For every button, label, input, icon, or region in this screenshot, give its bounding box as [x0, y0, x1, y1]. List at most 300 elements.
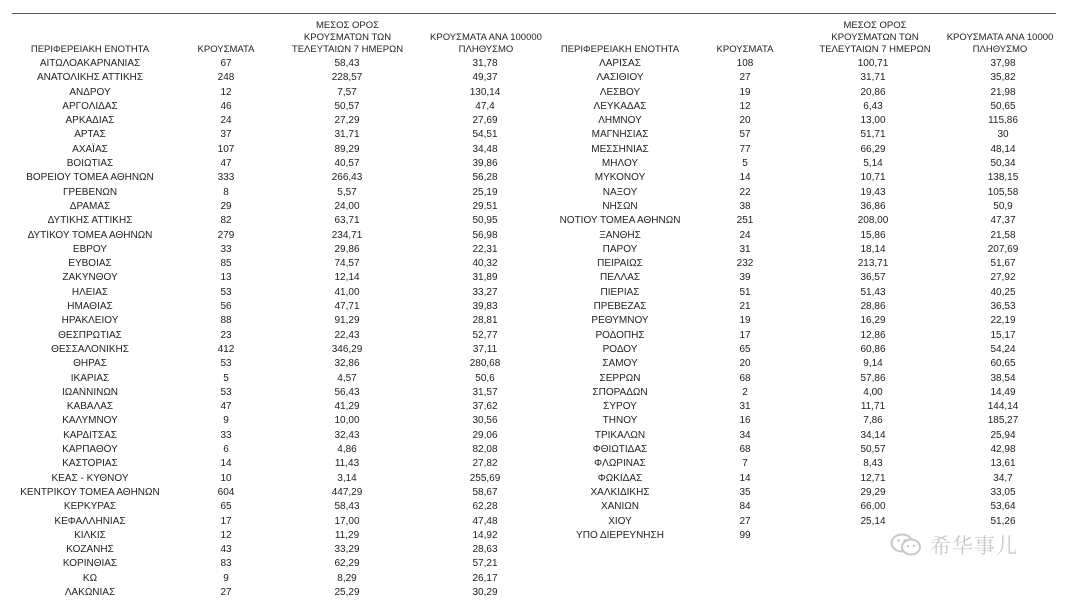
- right-avg7-cell: 28,86: [860, 301, 886, 313]
- left-per100k-cell: 50,95: [472, 215, 498, 227]
- right-per100k-cell: 22,19: [990, 315, 1016, 327]
- left-per100k-cell: 31,57: [472, 386, 498, 398]
- right-avg7-cell: 51,71: [860, 129, 886, 141]
- right-per100k-cell: 47,37: [990, 215, 1016, 227]
- right-per100k-cell: 38,54: [990, 372, 1016, 384]
- left-region-cell: ΚΩ: [82, 572, 98, 584]
- left-cases-cell: 5: [223, 372, 229, 384]
- left-avg7-cell: 91,29: [334, 315, 360, 327]
- left-per100k-cell: 47,48: [472, 515, 498, 527]
- right-region-cell: ΛΑΣΙΘΙΟΥ: [596, 72, 644, 84]
- left-avg7-cell: 11,29: [334, 529, 360, 541]
- left-cases-cell: 53: [220, 286, 232, 298]
- left-region-cell: ΒΟΡΕΙΟΥ ΤΟΜΕΑ ΑΘΗΝΩΝ: [26, 172, 154, 184]
- right-region-cell: ΠΕΙΡΑΙΩΣ: [597, 258, 643, 270]
- right-cases-cell: 57: [739, 129, 751, 141]
- left-per100k-cell: 25,19: [472, 186, 498, 198]
- right-cases-column: [715, 57, 775, 543]
- right-avg7-cell: 9,14: [863, 358, 883, 370]
- right-per100k-cell: 144,14: [987, 401, 1019, 413]
- right-per100k-cell: 48,14: [990, 143, 1016, 155]
- left-region-cell: ΑΝΑΤΟΛΙΚΗΣ ΑΤΤΙΚΗΣ: [36, 72, 144, 84]
- left-cases-cell: 47: [220, 158, 232, 170]
- left-region-cell: ΚΕΦΑΛΛΗΝΙΑΣ: [54, 515, 126, 527]
- right-header-cases: ΚΡΟΥΣΜΑΤΑ: [716, 44, 774, 55]
- left-cases-cell: 14: [220, 458, 232, 470]
- left-avg7-cell: 47,71: [334, 301, 360, 313]
- left-per100k-cell: 33,27: [472, 286, 498, 298]
- right-avg7-cell: 12,86: [860, 329, 886, 341]
- watermark: [890, 530, 1018, 560]
- left-per100k-cell: 27,69: [472, 115, 498, 127]
- right-region-cell: ΛΕΣΒΟΥ: [599, 86, 641, 98]
- left-cases-cell: 46: [220, 100, 232, 112]
- left-region-cell: ΓΡΕΒΕΝΩΝ: [62, 186, 118, 198]
- right-per100k-cell: 185,27: [987, 415, 1019, 427]
- left-region-cell: ΚΟΡΙΝΘΙΑΣ: [62, 558, 118, 570]
- right-per100k-cell: 50,34: [990, 158, 1016, 170]
- left-cases-cell: 333: [217, 172, 235, 184]
- left-cases-cell: 47: [220, 401, 232, 413]
- right-avg7-cell: 16,29: [860, 315, 886, 327]
- left-cases-cell: 248: [217, 72, 235, 84]
- right-region-cell: ΝΟΤΙΟΥ ΤΟΜΕΑ ΑΘΗΝΩΝ: [559, 215, 681, 227]
- left-header-cases: ΚΡΟΥΣΜΑΤΑ: [197, 44, 255, 55]
- left-per100k-cell: 39,86: [472, 158, 498, 170]
- right-region-cell: ΛΗΜΝΟΥ: [598, 115, 642, 127]
- right-region-cell: ΠΡΕΒΕΖΑΣ: [593, 301, 647, 313]
- left-cases-cell: 27: [220, 586, 232, 598]
- right-region-cell: ΛΑΡΙΣΑΣ: [599, 58, 641, 69]
- left-header-region: ΠΕΡΙΦΕΡΕΙΑΚΗ ΕΝΟΤΗΤΑ: [30, 44, 150, 55]
- right-header-avg7: ΜΕΣΟΣ ΟΡΟΣ ΚΡΟΥΣΜΑΤΩΝ ΤΩΝ ΤΕΛΕΥΤΑΙΩΝ 7 ΗΜΕΡΩΝ: [819, 20, 931, 55]
- left-avg7-cell: 234,71: [331, 229, 363, 241]
- left-per100k-cell: 130,14: [469, 86, 501, 98]
- right-per100k-cell: 27,92: [990, 272, 1016, 284]
- left-per100k-cell: 29,51: [472, 200, 498, 212]
- right-avg7-cell: 66,00: [860, 501, 886, 513]
- left-per100k-cell: 30,56: [472, 415, 498, 427]
- left-avg7-cell: 447,29: [331, 486, 363, 498]
- left-avg7-cell: 11,43: [334, 458, 360, 470]
- left-per100k-cell: 40,32: [472, 258, 498, 270]
- left-per100k-cell: 56,28: [472, 172, 498, 184]
- left-avg7-cell: 4,57: [337, 372, 357, 384]
- left-per100k-cell: 58,67: [472, 486, 498, 498]
- right-cases-cell: 99: [739, 529, 751, 541]
- right-avg7-cell: 51,43: [860, 286, 886, 298]
- left-cases-column: [196, 57, 256, 600]
- left-per100k-cell: 14,92: [472, 529, 498, 541]
- left-region-cell: ΑΙΤΩΛΟΑΚΑΡΝΑΝΙΑΣ: [39, 58, 141, 69]
- left-avg7-cell: 62,29: [334, 558, 360, 570]
- right-per100k-cell: 50,65: [990, 100, 1016, 112]
- right-region-cell: ΡΟΔΟΥ: [602, 343, 638, 355]
- left-cases-cell: 33: [220, 243, 232, 255]
- right-region-column: [545, 57, 695, 543]
- right-per100k-cell: 35,82: [990, 72, 1016, 84]
- left-per100k-cell: 29,06: [472, 429, 498, 441]
- left-avg7-cell: 17,00: [334, 515, 360, 527]
- right-per100k-column: [963, 57, 1043, 543]
- right-per100k-cell: 207,69: [987, 243, 1019, 255]
- left-avg7-cell: 33,29: [334, 544, 360, 556]
- right-cases-cell: 38: [739, 200, 751, 212]
- right-cases-cell: 20: [739, 358, 751, 370]
- right-avg7-cell: 50,57: [860, 444, 886, 456]
- left-avg7-cell: 40,57: [334, 158, 360, 170]
- right-region-cell: ΥΠΟ ΔΙΕΡΕΥΝΗΣΗ: [576, 529, 664, 541]
- right-cases-cell: 16: [739, 415, 751, 427]
- right-per100k-cell: 37,98: [990, 58, 1016, 69]
- right-avg7-cell: 6,43: [863, 100, 883, 112]
- right-cases-cell: 27: [739, 72, 751, 84]
- right-region-cell: ΝΑΞΟΥ: [602, 186, 638, 198]
- left-header-avg7: ΜΕΣΟΣ ΟΡΟΣ ΚΡΟΥΣΜΑΤΩΝ ΤΩΝ ΤΕΛΕΥΤΑΙΩΝ 7 ΗΜΕΡΩΝ: [291, 20, 404, 55]
- left-avg7-cell: 4,86: [337, 444, 357, 456]
- right-header-per100k: ΚΡΟΥΣΜΑΤΑ ΑΝΑ 10000 ΠΛΗΘΥΣΜΟ: [946, 32, 1054, 55]
- right-cases-cell: 19: [739, 315, 751, 327]
- left-per100k-cell: 62,28: [472, 501, 498, 513]
- left-avg7-cell: 41,00: [334, 286, 360, 298]
- left-avg7-cell: 10,00: [334, 415, 360, 427]
- left-region-cell: ΗΡΑΚΛΕΙΟΥ: [61, 315, 119, 327]
- left-region-cell: ΘΕΣΣΑΛΟΝΙΚΗΣ: [51, 343, 129, 355]
- right-per100k-cell: 40,25: [990, 286, 1016, 298]
- left-region-cell: ΔΥΤΙΚΟΥ ΤΟΜΕΑ ΑΘΗΝΩΝ: [27, 229, 153, 241]
- right-per100k-cell: 34,7: [993, 472, 1013, 484]
- right-cases-cell: 68: [739, 372, 751, 384]
- right-region-cell: ΤΗΝΟΥ: [602, 415, 638, 427]
- left-region-cell: ΚΑΛΥΜΝΟΥ: [62, 415, 118, 427]
- right-avg7-cell: 18,14: [860, 243, 886, 255]
- left-region-cell: ΚΟΖΑΝΗΣ: [66, 544, 114, 556]
- right-region-cell: ΡΕΘΥΜΝΟΥ: [591, 315, 649, 327]
- left-per100k-cell: 47,4: [475, 100, 495, 112]
- left-per100k-cell: 56,98: [472, 229, 498, 241]
- right-per100k-cell: 42,98: [990, 444, 1016, 456]
- left-avg7-cell: 5,57: [337, 186, 357, 198]
- right-per100k-cell: 51,26: [990, 515, 1016, 527]
- left-avg7-cell: 41,29: [334, 401, 360, 413]
- left-per100k-cell: 26,17: [472, 572, 498, 584]
- left-avg7-cell: 32,86: [334, 358, 360, 370]
- right-cases-cell: 251: [736, 215, 754, 227]
- left-avg7-cell: 89,29: [334, 143, 360, 155]
- right-per100k-cell: 105,58: [987, 186, 1019, 198]
- left-region-column: [15, 57, 165, 600]
- left-per100k-cell: 82,08: [472, 444, 498, 456]
- left-avg7-cell: 3,14: [337, 472, 357, 484]
- left-cases-cell: 85: [220, 258, 232, 270]
- left-per100k-cell: 22,31: [472, 243, 498, 255]
- right-avg7-cell: 208,00: [857, 215, 889, 227]
- right-avg7-cell: 11,71: [860, 401, 886, 413]
- right-cases-cell: 12: [739, 100, 751, 112]
- right-region-cell: ΣΥΡΟΥ: [603, 401, 637, 413]
- right-cases-cell: 17: [739, 329, 751, 341]
- left-per100k-cell: 37,11: [472, 343, 498, 355]
- left-region-cell: ΛΑΚΩΝΙΑΣ: [64, 586, 116, 598]
- right-region-cell: ΠΑΡΟΥ: [602, 243, 638, 255]
- left-cases-cell: 9: [223, 415, 229, 427]
- right-cases-cell: 19: [739, 86, 751, 98]
- left-cases-cell: 107: [217, 143, 235, 155]
- left-avg7-column: [307, 57, 387, 600]
- right-cases-cell: 84: [739, 501, 751, 513]
- left-per100k-cell: 39,83: [472, 301, 498, 313]
- right-per100k-cell: 51,67: [990, 258, 1016, 270]
- right-cases-cell: 7: [742, 458, 748, 470]
- right-region-cell: ΦΩΚΙΔΑΣ: [597, 472, 643, 484]
- left-cases-cell: 83: [220, 558, 232, 570]
- left-avg7-cell: 56,43: [334, 386, 360, 398]
- right-region-cell: ΡΟΔΟΠΗΣ: [595, 329, 645, 341]
- right-region-cell: ΠΕΛΛΑΣ: [599, 272, 641, 284]
- left-per100k-cell: 31,78: [472, 58, 498, 69]
- left-per100k-cell: 255,69: [469, 472, 501, 484]
- right-per100k-cell: 50,9: [993, 200, 1013, 212]
- left-avg7-cell: 25,29: [334, 586, 360, 598]
- right-region-cell: ΛΕΥΚΑΔΑΣ: [593, 100, 647, 112]
- right-cases-cell: 39: [739, 272, 751, 284]
- left-cases-cell: 33: [220, 429, 232, 441]
- right-cases-cell: 51: [739, 286, 751, 298]
- right-cases-cell: 232: [736, 258, 754, 270]
- right-per100k-cell: 21,58: [990, 229, 1016, 241]
- left-region-cell: ΗΛΕΙΑΣ: [71, 286, 109, 298]
- right-avg7-cell: 4,00: [863, 386, 883, 398]
- right-cases-cell: 31: [739, 401, 751, 413]
- right-cases-cell: 68: [739, 444, 751, 456]
- right-cases-cell: 14: [739, 172, 751, 184]
- left-per100k-cell: 28,81: [472, 315, 498, 327]
- left-cases-cell: 279: [217, 229, 235, 241]
- right-avg7-column: [833, 57, 913, 543]
- left-per100k-cell: 28,63: [472, 544, 498, 556]
- right-per100k-cell: 33,05: [990, 486, 1016, 498]
- right-avg7-cell: 7,86: [863, 415, 883, 427]
- right-cases-cell: 31: [739, 243, 751, 255]
- right-cases-cell: 21: [739, 301, 751, 313]
- right-avg7-cell: 31,71: [860, 72, 886, 84]
- left-per100k-cell: 37,62: [472, 401, 498, 413]
- left-avg7-cell: 7,57: [337, 86, 357, 98]
- left-avg7-cell: 8,29: [337, 572, 357, 584]
- right-region-cell: ΠΙΕΡΙΑΣ: [600, 286, 640, 298]
- left-region-cell: ΙΚΑΡΙΑΣ: [70, 372, 110, 384]
- right-cases-cell: 65: [739, 343, 751, 355]
- left-avg7-cell: 266,43: [331, 172, 363, 184]
- left-region-cell: ΑΧΑΪΑΣ: [72, 143, 108, 155]
- left-cases-cell: 53: [220, 386, 232, 398]
- left-region-cell: ΕΥΒΟΙΑΣ: [68, 258, 112, 270]
- right-avg7-cell: 66,29: [860, 143, 886, 155]
- left-cases-cell: 10: [220, 472, 232, 484]
- left-per100k-cell: 30,29: [472, 586, 498, 598]
- left-header-per100k: ΚΡΟΥΣΜΑΤΑ ΑΝΑ 100000 ΠΛΗΘΥΣΜΟ: [430, 32, 542, 55]
- right-region-cell: ΣΠΟΡΑΔΩΝ: [592, 386, 648, 398]
- right-region-cell: ΜΥΚΟΝΟΥ: [594, 172, 646, 184]
- left-cases-cell: 88: [220, 315, 232, 327]
- right-cases-cell: 20: [739, 115, 751, 127]
- left-region-cell: ΚΑΣΤΟΡΙΑΣ: [62, 458, 118, 470]
- right-avg7-cell: 8,43: [863, 458, 883, 470]
- left-cases-cell: 6: [223, 444, 229, 456]
- right-avg7-cell: 36,57: [860, 272, 886, 284]
- left-cases-cell: 65: [220, 501, 232, 513]
- left-cases-cell: 12: [220, 529, 232, 541]
- left-cases-cell: 23: [220, 329, 232, 341]
- left-region-cell: ΚΕΝΤΡΙΚΟΥ ΤΟΜΕΑ ΑΘΗΝΩΝ: [20, 486, 160, 498]
- left-avg7-cell: 228,57: [331, 72, 363, 84]
- right-region-cell: ΣΕΡΡΩΝ: [599, 372, 641, 384]
- left-region-cell: ΚΑΒΑΛΑΣ: [66, 401, 114, 413]
- left-avg7-cell: 346,29: [331, 343, 363, 355]
- left-per100k-cell: 57,21: [472, 558, 498, 570]
- left-avg7-cell: 24,00: [334, 200, 360, 212]
- left-cases-cell: 43: [220, 544, 232, 556]
- left-per100k-cell: 34,48: [472, 143, 498, 155]
- right-region-cell: ΦΛΩΡΙΝΑΣ: [594, 458, 646, 470]
- left-cases-cell: 53: [220, 358, 232, 370]
- right-cases-cell: 27: [739, 515, 751, 527]
- right-avg7-cell: 100,71: [857, 58, 889, 69]
- right-per100k-cell: 21,98: [990, 86, 1016, 98]
- right-cases-cell: 34: [739, 429, 751, 441]
- left-region-cell: ΑΡΚΑΔΙΑΣ: [65, 115, 115, 127]
- left-cases-cell: 67: [220, 58, 232, 69]
- right-region-cell: ΞΑΝΘΗΣ: [599, 229, 641, 241]
- left-cases-cell: 12: [220, 86, 232, 98]
- left-per100k-cell: 280,68: [469, 358, 501, 370]
- left-cases-cell: 56: [220, 301, 232, 313]
- left-cases-cell: 24: [220, 115, 232, 127]
- right-per100k-cell: 115,86: [988, 115, 1018, 127]
- right-avg7-cell: 34,14: [860, 429, 886, 441]
- left-region-cell: ΚΑΡΔΙΤΣΑΣ: [63, 429, 117, 441]
- right-region-cell: ΣΑΜΟΥ: [602, 358, 638, 370]
- right-region-cell: ΝΗΣΩΝ: [602, 200, 638, 212]
- left-cases-cell: 37: [220, 129, 232, 141]
- right-region-cell: ΜΗΛΟΥ: [601, 158, 639, 170]
- right-region-cell: ΜΑΓΝΗΣΙΑΣ: [591, 129, 649, 141]
- left-cases-cell: 9: [223, 572, 229, 584]
- left-cases-cell: 8: [223, 186, 229, 198]
- left-cases-cell: 17: [220, 515, 232, 527]
- left-per100k-cell: 54,51: [472, 129, 498, 141]
- left-avg7-cell: 74,57: [334, 258, 360, 270]
- right-avg7-cell: 13,00: [860, 115, 886, 127]
- watermark-text: 希华事儿: [930, 534, 1018, 558]
- right-per100k-cell: 25,94: [990, 429, 1016, 441]
- right-header-region: ΠΕΡΙΦΕΡΕΙΑΚΗ ΕΝΟΤΗΤΑ: [560, 44, 680, 55]
- wechat-icon: [890, 532, 922, 558]
- right-avg7-cell: 19,43: [860, 186, 886, 198]
- left-avg7-cell: 31,71: [334, 129, 360, 141]
- right-per100k-cell: 36,53: [990, 301, 1016, 313]
- left-per100k-column: [445, 57, 525, 600]
- right-avg7-cell: 12,71: [860, 472, 886, 484]
- right-avg7-cell: 36,86: [860, 200, 886, 212]
- left-avg7-cell: 32,43: [334, 429, 360, 441]
- left-region-cell: ΚΕΑΣ - ΚΥΘΝΟΥ: [51, 472, 129, 484]
- left-region-cell: ΑΝΔΡΟΥ: [69, 86, 111, 98]
- right-avg7-cell: 15,86: [860, 229, 886, 241]
- left-avg7-cell: 12,14: [334, 272, 360, 284]
- left-per100k-cell: 49,37: [472, 72, 498, 84]
- left-avg7-cell: 27,29: [334, 115, 360, 127]
- right-region-cell: ΜΕΣΣΗΝΙΑΣ: [591, 143, 649, 155]
- left-region-cell: ΒΟΙΩΤΙΑΣ: [66, 158, 114, 170]
- right-per100k-cell: 14,49: [990, 386, 1016, 398]
- right-per100k-cell: 138,15: [987, 172, 1019, 184]
- left-region-cell: ΚΕΡΚΥΡΑΣ: [63, 501, 117, 513]
- left-cases-cell: 13: [220, 272, 232, 284]
- right-cases-cell: 108: [736, 58, 754, 69]
- left-avg7-cell: 22,43: [334, 329, 360, 341]
- right-per100k-cell: 54,24: [990, 343, 1016, 355]
- left-avg7-cell: 50,57: [334, 100, 360, 112]
- right-region-cell: ΧΑΛΚΙΔΙΚΗΣ: [590, 486, 650, 498]
- left-region-cell: ΘΗΡΑΣ: [73, 358, 107, 370]
- left-per100k-cell: 50,6: [475, 372, 495, 384]
- right-avg7-cell: 57,86: [860, 372, 886, 384]
- left-region-cell: ΔΡΑΜΑΣ: [69, 200, 111, 212]
- right-cases-cell: 22: [739, 186, 751, 198]
- right-avg7-cell: 213,71: [857, 258, 889, 270]
- left-region-cell: ΑΡΤΑΣ: [74, 129, 106, 141]
- left-avg7-cell: 63,71: [334, 215, 360, 227]
- left-region-cell: ΑΡΓΟΛΙΔΑΣ: [62, 100, 118, 112]
- left-region-cell: ΙΩΑΝΝΙΝΩΝ: [61, 386, 119, 398]
- left-region-cell: ΔΥΤΙΚΗΣ ΑΤΤΙΚΗΣ: [47, 215, 133, 227]
- right-region-cell: ΦΘΙΩΤΙΔΑΣ: [592, 444, 648, 456]
- right-per100k-cell: 30: [997, 129, 1009, 141]
- left-region-cell: ΚΑΡΠΑΘΟΥ: [62, 444, 118, 456]
- right-cases-cell: 35: [739, 486, 751, 498]
- left-cases-cell: 412: [217, 343, 235, 355]
- right-avg7-cell: 60,86: [860, 343, 886, 355]
- right-region-cell: ΤΡΙΚΑΛΩΝ: [594, 429, 646, 441]
- right-avg7-cell: 5,14: [863, 158, 883, 170]
- right-cases-cell: 14: [739, 472, 751, 484]
- left-cases-cell: 604: [217, 486, 235, 498]
- right-cases-cell: 24: [739, 229, 751, 241]
- right-cases-cell: 5: [742, 158, 748, 170]
- right-cases-cell: 77: [739, 143, 751, 155]
- right-per100k-cell: 13,61: [990, 458, 1016, 470]
- left-cases-cell: 82: [220, 215, 232, 227]
- right-avg7-cell: 29,29: [860, 486, 886, 498]
- right-avg7-cell: 20,86: [860, 86, 886, 98]
- left-region-cell: ΘΕΣΠΡΩΤΙΑΣ: [58, 329, 122, 341]
- left-avg7-cell: 58,43: [334, 58, 360, 69]
- left-region-cell: ΖΑΚΥΝΘΟΥ: [62, 272, 118, 284]
- right-per100k-cell: 53,64: [990, 501, 1016, 513]
- left-per100k-cell: 52,77: [472, 329, 498, 341]
- right-avg7-cell: 10,71: [860, 172, 886, 184]
- left-avg7-cell: 29,86: [334, 243, 360, 255]
- right-avg7-cell: 25,14: [860, 515, 886, 527]
- left-region-cell: ΚΙΛΚΙΣ: [74, 529, 106, 541]
- left-region-cell: ΕΒΡΟΥ: [72, 243, 108, 255]
- left-region-cell: ΗΜΑΘΙΑΣ: [67, 301, 113, 313]
- right-region-cell: ΧΑΝΙΩΝ: [600, 501, 640, 513]
- right-per100k-cell: 15,17: [990, 329, 1016, 341]
- right-cases-cell: 2: [742, 386, 748, 398]
- right-region-cell: ΧΙΟΥ: [608, 515, 632, 527]
